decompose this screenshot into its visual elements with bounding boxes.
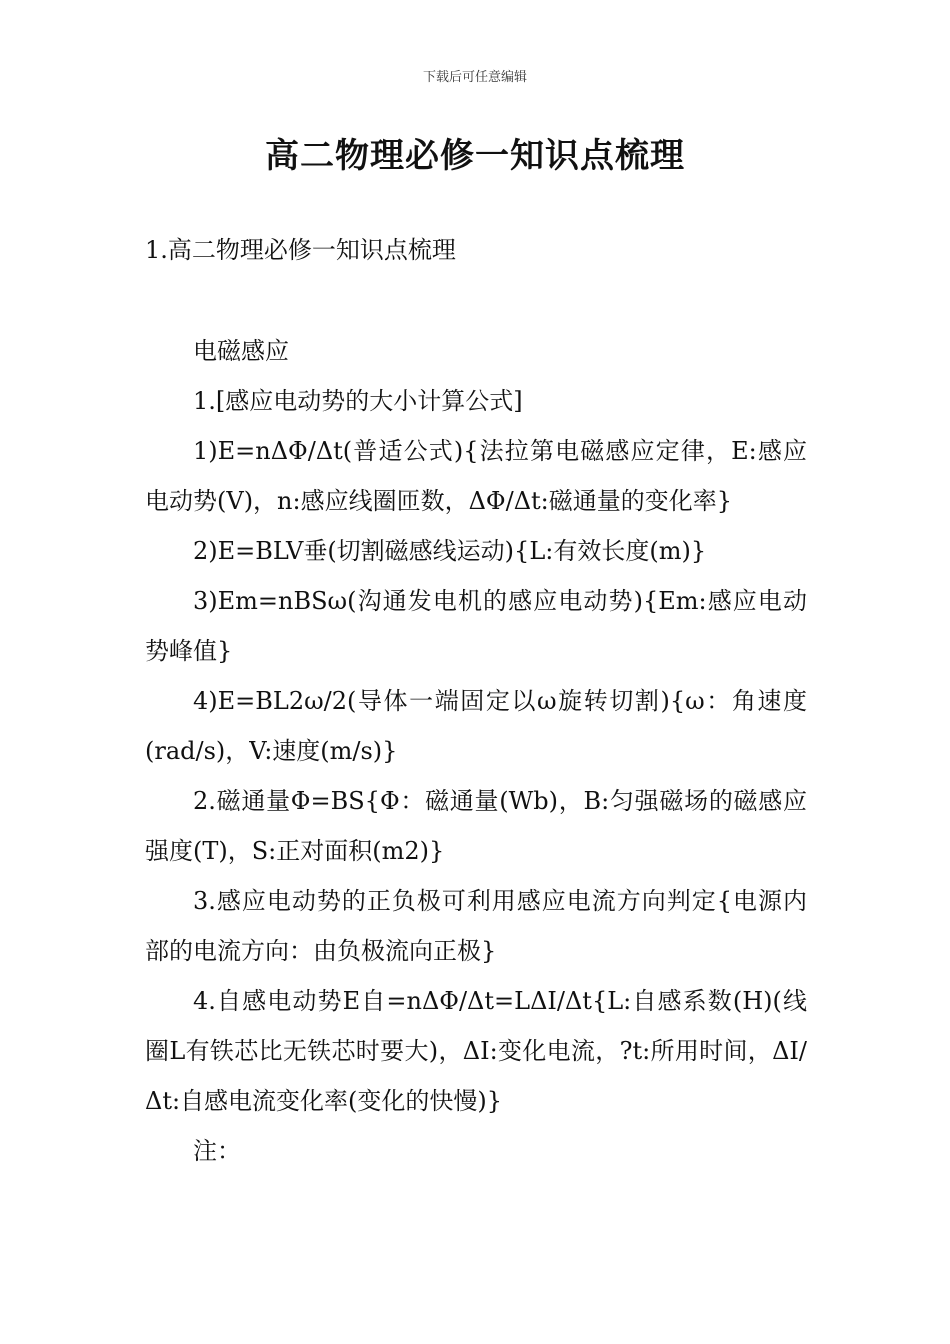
paragraph-formula-2: 2)E=BLV垂(切割磁感线运动){L:有效长度(m)} bbox=[193, 537, 707, 565]
paragraph-note: 注： bbox=[193, 1137, 241, 1165]
paragraph-item-4: 4.自感电动势E自=nΔΦ/Δt=LΔI/Δt{L:自感系数(H)(线圈L有铁芯比无铁芯时要大)，ΔI:变化电流，?t:所用时间，ΔI/Δt:自感电流变化率(变化的快慢)} bbox=[145, 987, 807, 1115]
document-title: 高二物理必修一知识点梳理 bbox=[265, 136, 685, 176]
section-heading: 1.高二物理必修一知识点梳理 bbox=[145, 236, 456, 264]
header-note: 下载后可任意编辑 bbox=[422, 70, 527, 85]
paragraph-formula-3: 3)Em=nBSω(沟通发电机的感应电动势){Em:感应电动势峰值} bbox=[145, 587, 807, 665]
paragraph-formula-1: 1)E=nΔΦ/Δt(普适公式){法拉第电磁感应定律，E:感应电动势(V)，n:感应线圈匝数，ΔΦ/Δt:磁通量的变化率} bbox=[145, 437, 807, 515]
paragraph-item-2: 2.磁通量Φ=BS{Φ：磁通量(Wb)，B:匀强磁场的磁感应强度(T)，S:正对面积(m2)} bbox=[145, 787, 807, 865]
paragraph-item-1: 1.[感应电动势的大小计算公式] bbox=[193, 387, 523, 415]
paragraph-formula-4: 4)E=BL2ω/2(导体一端固定以ω旋转切割){ω：角速度(rad/s)，V:速度(m/s)} bbox=[145, 687, 807, 765]
paragraph-item-3: 3.感应电动势的正负极可利用感应电流方向判定{电源内部的电流方向：由负极流向正极} bbox=[145, 887, 807, 965]
document-body bbox=[145, 326, 807, 1176]
paragraph-topic: 电磁感应 bbox=[193, 337, 289, 365]
